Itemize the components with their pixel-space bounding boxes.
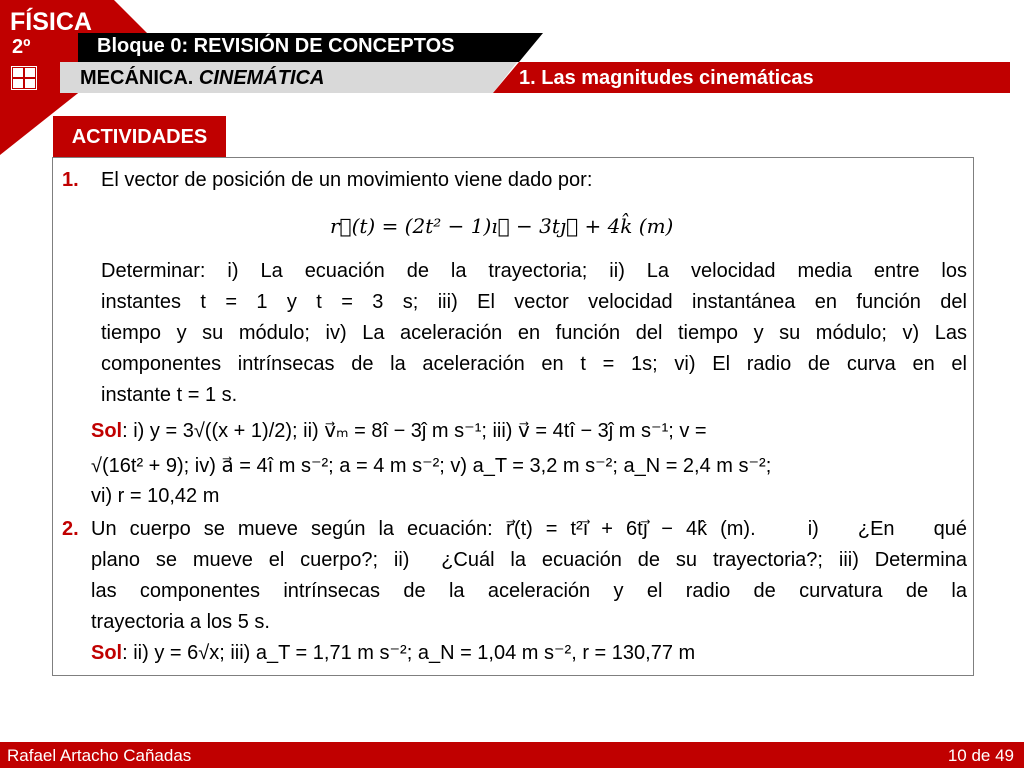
- subject-title: FÍSICA: [10, 8, 92, 36]
- item-1-statement-line-2: instantes t = 1 y t = 3 s; iii) El vector velocidad instantánea en función del: [101, 291, 967, 313]
- block-title: Bloque 0: REVISIÓN DE CONCEPTOS: [97, 35, 455, 57]
- item-1-intro: El vector de posición de un movimiento viene dado por:: [101, 169, 593, 191]
- topic-prefix: MECÁNICA.: [80, 67, 199, 89]
- item-1-solution-text-1: : i) y = 3√((x + 1)/2); ii) v⃗ₘ = 8î − 3ĵ m s⁻¹; iii) v⃗ = 4tî − 3ĵ m s⁻¹; v =: [122, 420, 707, 442]
- item-1-solution-line-3: vi) r = 10,42 m: [91, 485, 220, 507]
- item-2-statement-line-3: las componentes intrínsecas de la aceleración y el radio de curvatura de la: [91, 580, 967, 602]
- item-1-equation: r⃗(t) = (2t² − 1)ı⃗ − 3tȷ⃗ + 4k̂ (m): [330, 214, 674, 238]
- course-level: 2º: [12, 36, 31, 58]
- item-1-solution-line-1: [91, 416, 707, 446]
- section-title: 1. Las magnitudes cinemáticas: [519, 67, 814, 89]
- activities-tab: ACTIVIDADES: [53, 116, 226, 158]
- item-1-statement-line-4: componentes intrínsecas de la aceleración en t = 1s; vi) El radio de curva en el: [101, 353, 967, 375]
- item-2-statement-line-2: plano se mueve el cuerpo?; ii) ¿Cuál la ecuación de su trayectoria?; iii) Determina: [91, 549, 967, 571]
- item-2-sol-label: Sol: [91, 642, 123, 664]
- item-1-solution-line-2: √(16t² + 9); iv) a⃗ = 4î m s⁻²; a = 4 m s⁻²; v) a_T = 3,2 m s⁻²; a_N = 2,4 m s⁻²;: [91, 455, 772, 477]
- item-2-solution-text: : ii) y = 6√x; iii) a_T = 1,71 m s⁻²; a_N = 1,04 m s⁻², r = 130,77 m: [122, 642, 696, 664]
- item-2-solution-line: [91, 638, 695, 668]
- item-2-statement-line-4: trayectoria a los 5 s.: [91, 611, 270, 633]
- item-1-sol-label: Sol: [91, 420, 123, 442]
- footer-page-number: 10 de 49: [947, 746, 1014, 765]
- item-1-statement-line-5: instante t = 1 s.: [101, 384, 238, 406]
- item-1-statement-line-3: tiempo y su módulo; iv) La aceleración en función del tiempo y su módulo; v) Las: [101, 322, 967, 344]
- item-2-statement-line-1: Un cuerpo se mueve según la ecuación: r⃗(t) = t²ı⃗ + 6tȷ⃗ − 4k̂ (m). i) ¿En qué: [91, 518, 967, 540]
- item-1-statement-line-1: Determinar: i) La ecuación de la trayectoria; ii) La velocidad media entre los: [101, 260, 967, 282]
- footer-author: Rafael Artacho Cañadas: [7, 746, 192, 765]
- grid-icon: [11, 66, 37, 90]
- item-1-number: 1.: [62, 169, 79, 191]
- topic-italic: CINEMÁTICA: [198, 67, 325, 89]
- item-2-number: 2.: [62, 518, 79, 540]
- topic-title: [80, 64, 324, 92]
